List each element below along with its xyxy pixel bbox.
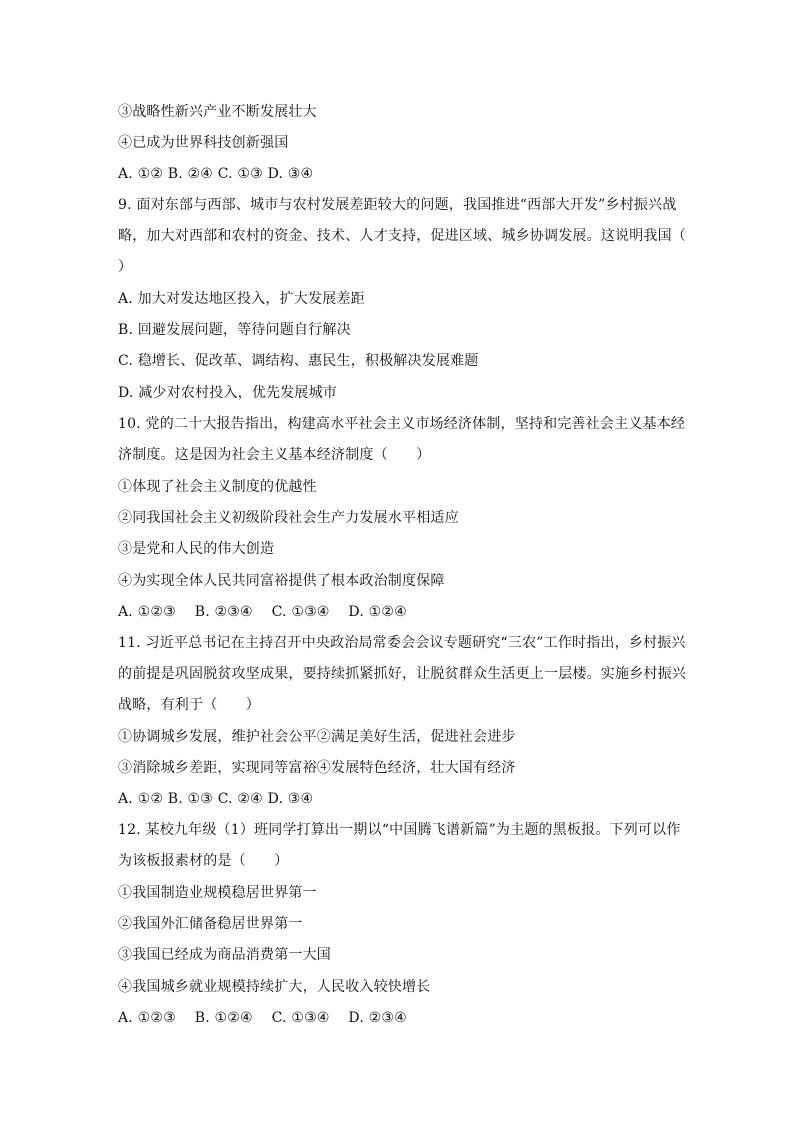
q12-statement-4: ④我国城乡就业规模持续扩大，人民收入较快增长: [118, 979, 431, 995]
q9-option-a: A. 加大对发达地区投入，扩大发展差距: [118, 291, 365, 307]
q11-stem: 11. 习近平总书记在主持召开中央政治局常委会会议专题研究“三农”工作时指出，乡村振兴的前提是巩固脱贫攻坚成果，要持续抓紧抓好，让脱贫群众生活更上一层楼。实施乡村振兴战略，有利于（ ）: [118, 635, 686, 713]
q9-option-d: D. 减少对农村投入，优先发展城市: [118, 385, 338, 401]
q11-statements-3-4: ③消除城乡差距，实现同等富裕④发展特色经济，壮大国有经济: [118, 760, 516, 776]
q12-statement-3: ③我国已经成为商品消费第一大国: [118, 947, 331, 963]
q8-statement-3: ③战略性新兴产业不断发展壮大: [118, 104, 317, 120]
q9-stem: 9. 面对东部与西部、城市与农村发展差距较大的问题，我国推进“西部大开发”乡村振兴战略，加大对西部和农村的资金、技术、人才支持，促进区域、城乡协调发展。这说明我国（ ）: [118, 197, 715, 275]
q9-option-b: B. 回避发展问题，等待问题自行解决: [118, 322, 351, 338]
q12-statement-2: ②我国外汇储备稳居世界第一: [118, 916, 303, 932]
q10-statement-4: ④为实现全体人民共同富裕提供了根本政治制度保障: [118, 573, 445, 589]
q11-statements-1-2: ①协调城乡发展，维护社会公平②满足美好生活，促进社会进步: [118, 729, 516, 745]
q9-option-c: C. 稳增长、促改革、调结构、惠民生，积极解决发展难题: [118, 353, 479, 369]
q12-statement-1: ①我国制造业规模稳居世界第一: [118, 885, 317, 901]
q8-options: A. ①② B. ②④ C. ①③ D. ③④: [118, 166, 314, 182]
q10-statement-3: ③是党和人民的伟大创造: [118, 541, 275, 557]
q10-statement-1: ①体现了社会主义制度的优越性: [118, 479, 317, 495]
q12-options: A. ①②③ B. ①②④ C. ①③④ D. ②③④: [118, 1010, 407, 1026]
q10-stem: 10. 党的二十大报告指出，构建高水平社会主义市场经济体制，坚持和完善社会主义基本经济制度。这是因为社会主义基本经济制度（ ）: [118, 416, 686, 463]
q11-options: A. ①② B. ①③ C. ②④ D. ③④: [118, 791, 314, 807]
q12-stem: 12. 某校九年级（1）班同学打算出一期以“中国腾飞谱新篇”为主题的黑板报。下列可以作为该板报素材的是（ ）: [118, 822, 681, 869]
q10-options: A. ①②③ B. ②③④ C. ①③④ D. ①②④: [118, 604, 407, 620]
q10-statement-2: ②同我国社会主义初级阶段社会生产力发展水平相适应: [118, 510, 459, 526]
q8-statement-4: ④已成为世界科技创新强国: [118, 135, 289, 151]
